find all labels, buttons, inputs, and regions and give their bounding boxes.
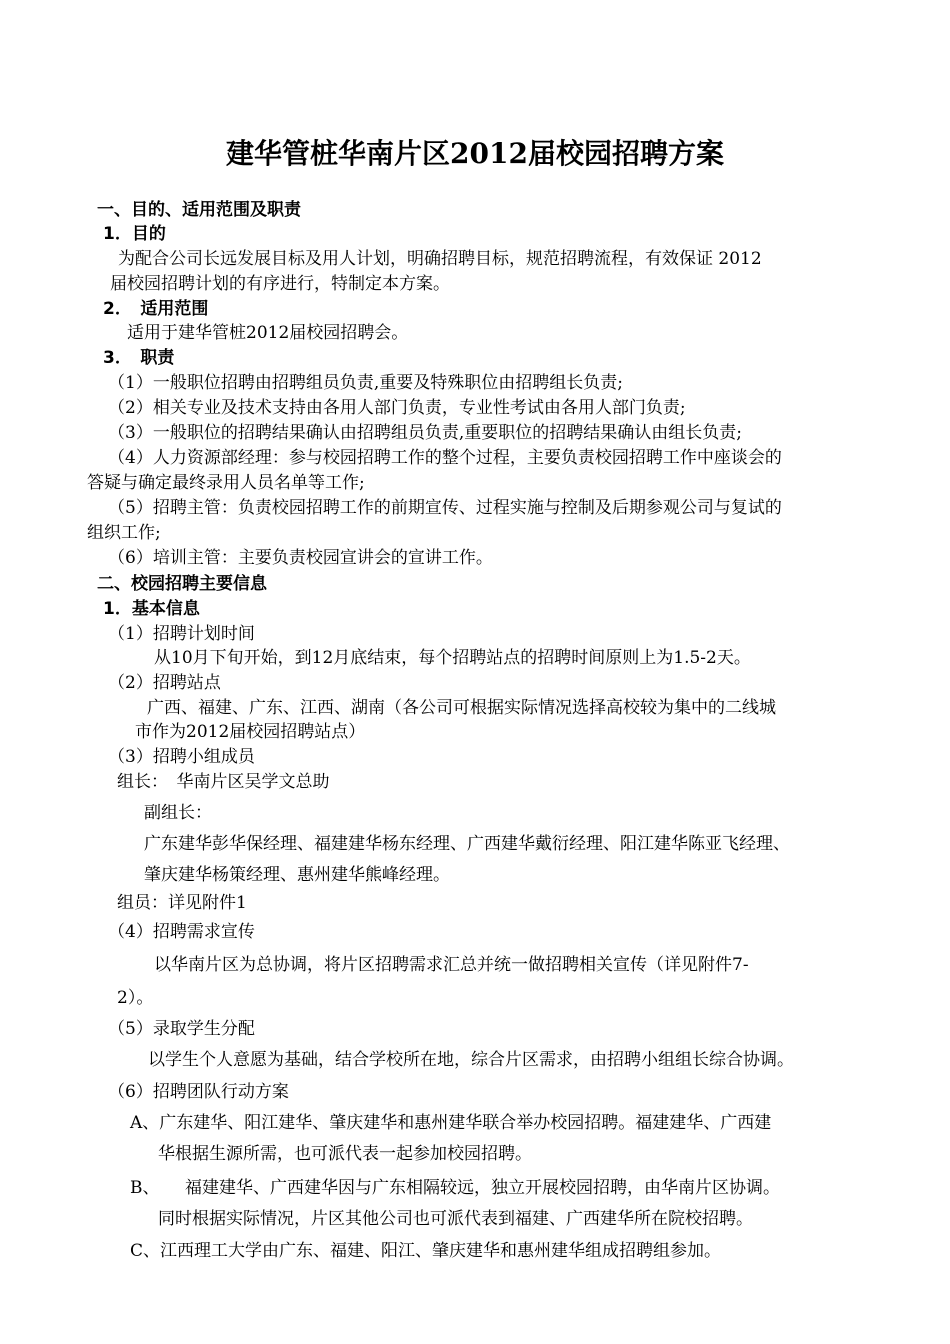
paragraph-line: （6）培训主管：主要负责校园宣讲会的宣讲工作。	[108, 548, 493, 568]
paragraph-line: （4）人力资源部经理：参与校园招聘工作的整个过程，主要负责校园招聘工作中座谈会的	[108, 448, 782, 468]
paragraph-line: 广东建华彭华保经理、福建建华杨东经理、广西建华戴衍经理、阳江建华陈亚飞经理、	[144, 834, 790, 854]
document-title: 建华管桩华南片区2012届校园招聘方案	[226, 137, 724, 170]
paragraph-line: A、广东建华、阳江建华、肇庆建华和惠州建华联合举办校园招聘。福建建华、广西建	[130, 1113, 772, 1133]
subsection-heading: 1．目的	[103, 224, 166, 244]
paragraph-line: （5）招聘主管：负责校园招聘工作的前期宣传、过程实施与控制及后期参观公司与复试的	[108, 498, 782, 518]
paragraph-line: 以学生个人意愿为基础，结合学校所在地，综合片区需求，由招聘小组组长综合协调。	[148, 1050, 794, 1070]
paragraph-line: 答疑与确定最终录用人员名单等工作;	[87, 473, 365, 493]
paragraph-line: （2）招聘站点	[108, 673, 221, 693]
paragraph-line: （3）招聘小组成员	[108, 747, 255, 767]
paragraph-line: （1）招聘计划时间	[108, 624, 255, 644]
section-heading: 二、校园招聘主要信息	[97, 574, 267, 594]
paragraph-line: 以华南片区为总协调，将片区招聘需求汇总并统一做招聘相关宣传（详见附件7-	[154, 955, 749, 975]
paragraph-line: 组长： 华南片区吴学文总助	[117, 772, 330, 792]
subsection-heading: 1．基本信息	[103, 599, 200, 619]
paragraph-line: 适用于建华管桩2012届校园招聘会。	[127, 323, 409, 343]
paragraph-line: 从10月下旬开始，到12月底结束，每个招聘站点的招聘时间原则上为1.5-2天。	[154, 648, 751, 668]
paragraph-line: （1）一般职位招聘由招聘组员负责,重要及特殊职位由招聘组长负责;	[108, 373, 623, 393]
paragraph-line: （6）招聘团队行动方案	[108, 1082, 289, 1102]
paragraph-line: 组员：详见附件1	[117, 893, 247, 913]
paragraph-line: 肇庆建华杨策经理、惠州建华熊峰经理。	[144, 865, 450, 885]
paragraph-line: 华根据生源所需，也可派代表一起参加校园招聘。	[158, 1144, 532, 1164]
paragraph-line: 2）。	[117, 988, 154, 1008]
paragraph-line: （5）录取学生分配	[108, 1019, 255, 1039]
paragraph-line: （4）招聘需求宣传	[108, 922, 255, 942]
paragraph-line: 组织工作;	[87, 523, 161, 543]
subsection-heading: 3． 职责	[103, 348, 175, 368]
paragraph-line: （2）相关专业及技术支持由各用人部门负责，专业性考试由各用人部门负责;	[108, 398, 686, 418]
paragraph-line: 广西、福建、广东、江西、湖南（各公司可根据实际情况选择高校较为集中的二线城	[147, 698, 776, 718]
paragraph-line: C、江西理工大学由广东、福建、阳江、肇庆建华和惠州建华组成招聘组参加。	[130, 1241, 722, 1261]
subsection-heading: 2． 适用范围	[103, 299, 209, 319]
paragraph-line: 市作为2012届校园招聘站点）	[135, 722, 366, 742]
section-heading: 一、目的、适用范围及职责	[97, 200, 301, 220]
paragraph-line: 副组长：	[144, 803, 212, 823]
paragraph-line: 同时根据实际情况，片区其他公司也可派代表到福建、广西建华所在院校招聘。	[158, 1209, 753, 1229]
paragraph-line: B、 福建建华、广西建华因与广东相隔较远，独立开展校园招聘，由华南片区协调。	[130, 1178, 780, 1198]
paragraph-line: （3）一般职位的招聘结果确认由招聘组员负责,重要职位的招聘结果确认由组长负责;	[108, 423, 742, 443]
paragraph-line: 届校园招聘计划的有序进行，特制定本方案。	[110, 274, 450, 294]
paragraph-line: 为配合公司长远发展目标及用人计划，明确招聘目标，规范招聘流程，有效保证 2012	[118, 249, 762, 269]
